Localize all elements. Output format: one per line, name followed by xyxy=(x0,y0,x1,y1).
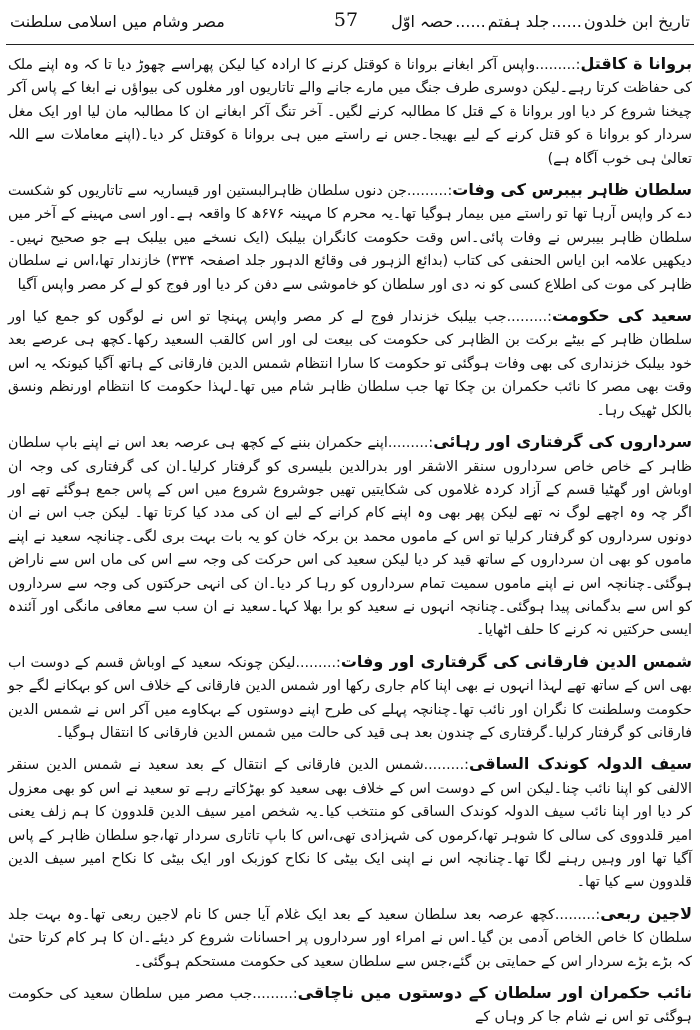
paragraph: سیف الدولہ کوندک الساقی:.........شمس الدین فارقانی کے انتقال کے بعد سعید نے شمس الدین سنقر الالفی کو اپنا نائب چنا۔لیکن اس کے دوست اس کے خلاف بھی سعید کو بھڑکاتے رہے تو سعید نے اس کو بھی معزول کر دیا اور اپنا نائب سیف الدولہ کوندک الساقی کو منتخب کیا۔یہ شخص امیر سیف الدین قلدوون کا ہم زلف یعنی امیر قلدووی کی سالی کا شوہر تھا،کرموں کی شہزادی تھی،اس کا باپ تاتاری سردار تھا،جو سلطان ظاہر کے پاس آگیا تھا اور وہیں رہنے لگا تھا۔چنانچہ اس نے اپنی ایک بیٹی کا نکاح کوزبک اور ایک بیٹی کا نکاح امیر سیف الدین قلدوون سے کیا تھا۔ xyxy=(8,754,692,891)
page-header xyxy=(6,6,694,45)
paragraph-text: کچھ عرصہ بعد سلطان سعید کے بعد ایک غلام آیا جس کا نام لاجین ربعی تھا۔وہ بہت جلد سلطان کا خاص الخاص آدمی بن گیا۔اس نے امراء اور سرداروں پر احسانات شروع کر دیئے۔ان کا ہر کام کرتا حتیٰ کہ بڑے بڑے سردار اس کے حمایتی بن گئے،جس سے سلطان سعید کی حکومت مستحکم ہوگئی۔ xyxy=(8,906,692,970)
paragraph-text: شمس الدین فارقانی کے انتقال کے بعد سعید نے شمس الدین سنقر الالفی کو اپنا نائب چنا۔لیکن اس کے دوست اس کے خلاف بھی سعید کو بھڑکاتے رہے تو سعید نے اس کو بھی معزول کر دیا اور اپنا نائب سیف الدولہ کوندک الساقی کو منتخب کیا۔یہ شخص امیر سیف الدین قلدوون کا ہم زلف یعنی امیر قلدووی کی سالی کا شوہر تھا،کرموں کی شہزادی تھی،اس کا باپ تاتاری سردار تھا،جو سلطان ظاہر کے پاس آگیا تھا اور وہیں رہنے لگا تھا۔چنانچہ اس نے اپنی ایک بیٹی کا نکاح کوزبک اور ایک بیٹی کا نکاح امیر سیف الدین قلدوون سے کیا تھا۔ xyxy=(8,757,692,891)
paragraph: شمس الدین فارقانی کی گرفتاری اور وفات:.........لیکن چونکہ سعید کے اوباش قسم کے دوست اب بھی اس کے ساتھ تھے لہذا انہوں نے بھی اپنا کام جاری رکھا اور شمس الدین فارقانی کے خلاف اس کو بہکانے لگے جو حکومت وسلطنت کا نگران اور نائب تھا۔چنانچہ پہلے کی طرح اپنے دوستوں کے بہکاوے میں آکر اس نے شمس الدین فارقانی کو گرفتار کرلیا۔گرفتاری کے چندون بعد ہی قید کی حالت میں شمس الدین فارقانی کا انتقال ہوگیا۔ xyxy=(8,651,692,741)
paragraph-text: واپس آکر ابغانے بروانا ة کوقتل کرنے کا ارادہ کیا لیکن پھراسے چھوڑ دیا تا کہ وہ اپنے ملک کی حفاظت کرتا رہے۔لیکن دوسری طرف جنگ میں مارے جانے والے تاتاریوں اور مغلوں کی بیواؤں نے ابغا کے پاس آکر چیخنا شروع کر دیا اور بروانا ة کے قتل کا مطالبہ کرنے لگیں۔ آخر تنگ آکر ابغانے ان کا مطالبہ مان لیا اور ایک مغل سردار کو بروانا ة کو قتل کرنے کے لیے بھیجا۔جس نے راستے میں ہی بروانا ة کوقتل کر دیا۔(اپنے معاملات سے اللہ تعالیٰ ہی خوب آگاہ ہے) xyxy=(8,57,692,167)
section-title: مصر وشام میں اسلامی سلطنت xyxy=(10,12,225,31)
paragraph-heading: لاجین ربعی xyxy=(600,903,693,923)
paragraph-heading: سلطان ظاہر بیبرس کی وفات xyxy=(452,180,692,200)
paragraph: نائب حکمران اور سلطان کے دوستوں میں ناچاقی:.........جب مصر میں سلطان سعید کی حکومت ہوگئی تو اس نے شام جا کر وہاں کے xyxy=(8,983,693,1026)
paragraph-text: جن دنوں سلطان ظاہرالبستین اور قیساریہ سے تاتاریوں کو شکست دے کر واپس آرہا تھا تو راستے میں بیمار ہوگیا تھا۔یہ محرم کا مہینہ ۶۷۶ھ کا واقعہ ہے۔اور اسی مہینے کے آخر میں سلطان ظاہر بیبرس نے وفات پائی۔اس وقت حکومت کانگران بیلبک (ایک نسخے میں بیلبک ہے جو صحیح نہیں۔دیکھیں علامہ ابن ایاس الحنفی کی کتاب (بدائع الزہور فی وقائع الدہور جلد اصفحہ ۳۳۴) خازندار تھا،اس نے سلطان ظاہر کی موت کی اطلاع کسی کو نہ دی اور سلطان کو خاموشی سے دفن کر دیا اور فوج کو لے کر مصر واپس آگیا xyxy=(8,183,692,293)
paragraph: سرداروں کی گرفتاری اور رہائی:.........اپنے حکمران بننے کے کچھ ہی عرصہ بعد اس نے اپنے باپ سلطان ظاہر کے خاص خاص سرداروں سنقر الاشقر اور بدرالدین بلیسری کو گرفتار کرلیا۔ان کی گرفتاری کی وجہ ان اوباش اور گھٹیا قسم کے آزاد کردہ غلاموں کی شکایتیں تھیں جوشروع شروع میں اس کے پاس جمع ہوگئے تھے اور اگر چہ وہ اچھے لوگ نہ تھے لیکن پھر بھی وہ اپنے کام کرانے کے لیے ان کی مدد کیا کرتا تھا۔ لیکن جب اس نے ان دونوں سرداروں کو گرفتار کرلیا تو اس کے ماموں محمد بن برکہ خان کو یہ بات بہت بری لگی۔چنانچہ سعید نے اپنے ماموں کو بھی ان سرداروں کے ساتھ قید کر دیا لیکن سعید کی اس حرکت کی وجہ سے اس کی ماں اس سے ناراض ہوگئی۔چنانچہ اس نے اپنے ماموں سمیت تمام سرداروں کو رہا کر دیا۔ان کی انہی حرکتوں کی وجہ سے سرداروں کو اس سے بدگمانی پیدا ہوگئی۔چنانچہ انہوں نے سعید کو برا بھلا کہا۔سعید نے ان سب سے معافی مانگی اور آئندہ ایسی حرکتیں نہ کرنے کا حلف اٹھایا۔ xyxy=(8,432,693,639)
book-title: تاریخ ابن خلدون xyxy=(583,12,690,31)
page-number: 57 xyxy=(333,9,359,31)
paragraph-text: اپنے حکمران بننے کے کچھ ہی عرصہ بعد اس نے اپنے باپ سلطان ظاہر کے خاص خاص سرداروں سنقر الاشقر اور بدرالدین بلیسری کو گرفتار کرلیا۔ان کی گرفتاری کی وجہ ان اوباش اور گھٹیا قسم کے آزاد کردہ غلاموں کی شکایتیں تھیں جوشروع شروع میں اس کے پاس جمع ہوگئے تھے اور اگر چہ وہ اچھے لوگ نہ تھے لیکن پھر بھی وہ اپنے کام کرانے کے لیے ان کی مدد کیا کرتا تھا۔ لیکن جب اس نے ان دونوں سرداروں کو گرفتار کرلیا تو اس کے ماموں محمد بن برکہ خان کو یہ بات بہت بری لگی۔چنانچہ سعید نے اپنے ماموں کو بھی ان سرداروں کے ساتھ قید کر دیا لیکن سعید کی اس حرکت کی وجہ سے اس کی ماں اس سے ناراض ہوگئی۔چنانچہ اس نے اپنے ماموں سمیت تمام سرداروں کو رہا کر دیا۔ان کی انہی حرکتوں کی وجہ سے سرداروں کو اس سے بدگمانی پیدا ہوگئی۔چنانچہ انہوں نے سعید کو برا بھلا کہا۔سعید نے ان سب سے معافی مانگی اور آئندہ ایسی حرکتیں نہ کرنے کا حلف اٹھایا۔ xyxy=(8,435,692,639)
part-label: حصہ اوّل xyxy=(391,12,454,31)
running-title: تاریخ ابن خلدون......جلد ہفتم......حصہ اوّل xyxy=(391,12,690,31)
paragraph: بروانا ة کاقتل:.........واپس آکر ابغانے بروانا ة کوقتل کرنے کا ارادہ کیا لیکن پھراسے چھوڑ دیا تا کہ وہ اپنے ملک کی حفاظت کرتا رہے۔لیکن دوسری طرف جنگ میں مارے جانے والے تاتاریوں اور مغلوں کی بیواؤں نے ابغا کے پاس آکر چیخنا شروع کر دیا اور بروانا ة کے قتل کا مطالبہ کرنے لگیں۔ آخر تنگ آکر ابغانے ان کا مطالبہ مان لیا اور ایک مغل سردار کو بروانا ة کو قتل کرنے کے لیے بھیجا۔جس نے راستے میں ہی بروانا ة کوقتل کر دیا۔(اپنے معاملات سے اللہ تعالیٰ ہی خوب آگاہ ہے) xyxy=(8,54,693,167)
paragraph-text: جب مصر میں سلطان سعید کی حکومت ہوگئی تو اس نے شام جا کر وہاں کے xyxy=(8,986,692,1026)
page-body xyxy=(8,52,693,1026)
paragraph-heading: سیف الدولہ کوندک الساقی xyxy=(468,754,692,774)
paragraph-text: لیکن چونکہ سعید کے اوباش قسم کے دوست اب بھی اس کے ساتھ تھے لہذا انہوں نے بھی اپنا کام جاری رکھا اور شمس الدین فارقانی کے خلاف اس کو بہکانے لگے جو حکومت وسلطنت کا نگران اور نائب تھا۔چنانچہ پہلے کی طرح اپنے دوستوں کے بہکاوے میں آکر اس نے شمس الدین فارقانی کو گرفتار کرلیا۔گرفتاری کے چندون بعد ہی قید کی حالت میں شمس الدین فارقانی کا انتقال ہوگیا۔ xyxy=(8,654,692,741)
paragraph: لاجین ربعی:.........کچھ عرصہ بعد سلطان سعید کے بعد ایک غلام آیا جس کا نام لاجین ربعی تھا۔وہ بہت جلد سلطان کا خاص الخاص آدمی بن گیا۔اس نے امراء اور سرداروں پر احسانات شروع کر دیئے۔ان کا ہر کام کرتا حتیٰ کہ بڑے بڑے سردار اس کے حمایتی بن گئے،جس سے سلطان سعید کی حکومت مستحکم ہوگئی۔ xyxy=(8,903,693,970)
paragraph-heading: سرداروں کی گرفتاری اور رہائی xyxy=(433,432,693,452)
paragraph-heading: نائب حکمران اور سلطان کے دوستوں میں ناچاقی xyxy=(297,983,693,1003)
paragraph: سلطان ظاہر بیبرس کی وفات:.........جن دنوں سلطان ظاہرالبستین اور قیساریہ سے تاتاریوں کو شکست دے کر واپس آرہا تھا تو راستے میں بیمار ہوگیا تھا۔یہ محرم کا مہینہ ۶۷۶ھ کا واقعہ ہے۔اور اسی مہینے کے آخر میں سلطان ظاہر بیبرس نے وفات پائی۔اس وقت حکومت کانگران بیلبک (ایک نسخے میں بیلبک ہے جو صحیح نہیں۔دیکھیں علامہ ابن ایاس الحنفی کی کتاب (بدائع الزہور فی وقائع الدہور جلد اصفحہ ۳۳۴) خازندار تھا،اس نے سلطان ظاہر کی موت کی اطلاع کسی کو نہ دی اور سلطان کو خاموشی سے دفن کر دیا اور فوج کو لے کر مصر واپس آگیا xyxy=(8,180,692,293)
paragraph: سعید کی حکومت:.........جب بیلبک خزندار فوج لے کر مصر واپس پہنچا تو اس نے لوگوں کو جمع کیا اور سلطان ظاہر کے بیٹے برکت بن الظاہر کی حکومت کی بیعت لی اور اس کالقب السعید رکھا۔کچھ ہی عرصے بعد خود بیلبک خزنداری کی بھی وفات ہوگئی تو حکومت کا سارا انتظام شمس الدین فارقانی کے ہاتھ آگیا کیونکہ یہ اس وقت بھی مصر کا نائب حکمران بن چکا تھا جب سلطان ظاہر شام میں تھا۔لہذا حکومت کا انتظام اورنظم ونسق بالکل ٹھیک رہا۔ xyxy=(8,306,692,419)
paragraph-heading: شمس الدین فارقانی کی گرفتاری اور وفات xyxy=(340,651,692,671)
volume-label: جلد ہفتم xyxy=(487,12,550,31)
paragraph-heading: بروانا ة کاقتل xyxy=(580,54,693,73)
paragraph-text: جب بیلبک خزندار فوج لے کر مصر واپس پہنچا تو اس نے لوگوں کو جمع کیا اور سلطان ظاہر کے بیٹے برکت بن الظاہر کی حکومت کی بیعت لی اور اس کالقب السعید رکھا۔کچھ ہی عرصے بعد خود بیلبک خزنداری کی بھی وفات ہوگئی تو حکومت کا سارا انتظام شمس الدین فارقانی کے ہاتھ آگیا کیونکہ یہ اس وقت بھی مصر کا نائب حکمران بن چکا تھا جب سلطان ظاہر شام میں تھا۔لہذا حکومت کا انتظام اورنظم ونسق بالکل ٹھیک رہا۔ xyxy=(8,309,692,419)
paragraph-heading: سعید کی حکومت xyxy=(551,306,692,326)
